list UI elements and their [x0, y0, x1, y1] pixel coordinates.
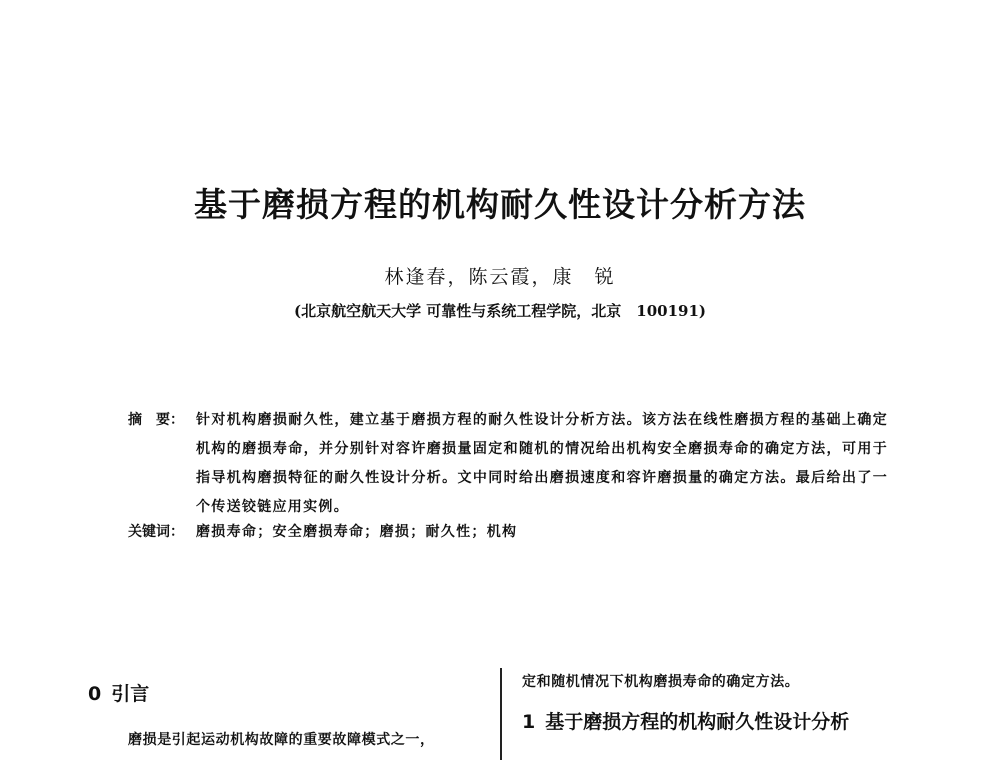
column-divider	[500, 668, 502, 760]
section-number: 1	[522, 711, 536, 733]
section-title: 引言	[111, 683, 150, 705]
keywords-text: 磨损寿命；安全磨损寿命；磨损；耐久性；机构	[196, 524, 518, 540]
author-list: 林逢春，陈云霞，康 锐	[384, 266, 616, 288]
right-column	[522, 668, 922, 736]
keywords-label: 关键词：	[128, 524, 184, 540]
paper-title: 基于磨损方程的机构耐久性设计分析方法	[194, 185, 806, 224]
section-title: 基于磨损方程的机构耐久性设计分析	[545, 711, 850, 733]
abstract-block	[128, 406, 888, 522]
author-affiliation: (北京航空航天大学 可靠性与系统工程学院，北京 100191)	[293, 302, 707, 320]
intro-paragraph: 磨损是引起运动机构故障的重要故障模式之一，	[128, 732, 435, 748]
section-heading-intro	[88, 680, 490, 708]
section-heading-1	[522, 708, 922, 736]
abstract-label: 摘 要：	[128, 412, 184, 428]
keywords-block	[128, 519, 888, 545]
left-column	[88, 680, 490, 754]
continuation-paragraph: 定和随机情况下机构磨损寿命的确定方法。	[522, 674, 800, 690]
abstract-text: 针对机构磨损耐久性，建立基于磨损方程的耐久性设计分析方法。该方法在线性磨损方程的基础上确定机构的磨损寿命，并分别针对容许磨损量固定和随机的情况给出机构安全磨损寿命的确定方法，可用于指导机构磨损特征的耐久性设计分析。文中同时给出磨损速度和容许磨损量的确定方法。最后给出了一个传送铰链应用实例。	[196, 412, 888, 515]
section-number: 0	[88, 683, 102, 705]
